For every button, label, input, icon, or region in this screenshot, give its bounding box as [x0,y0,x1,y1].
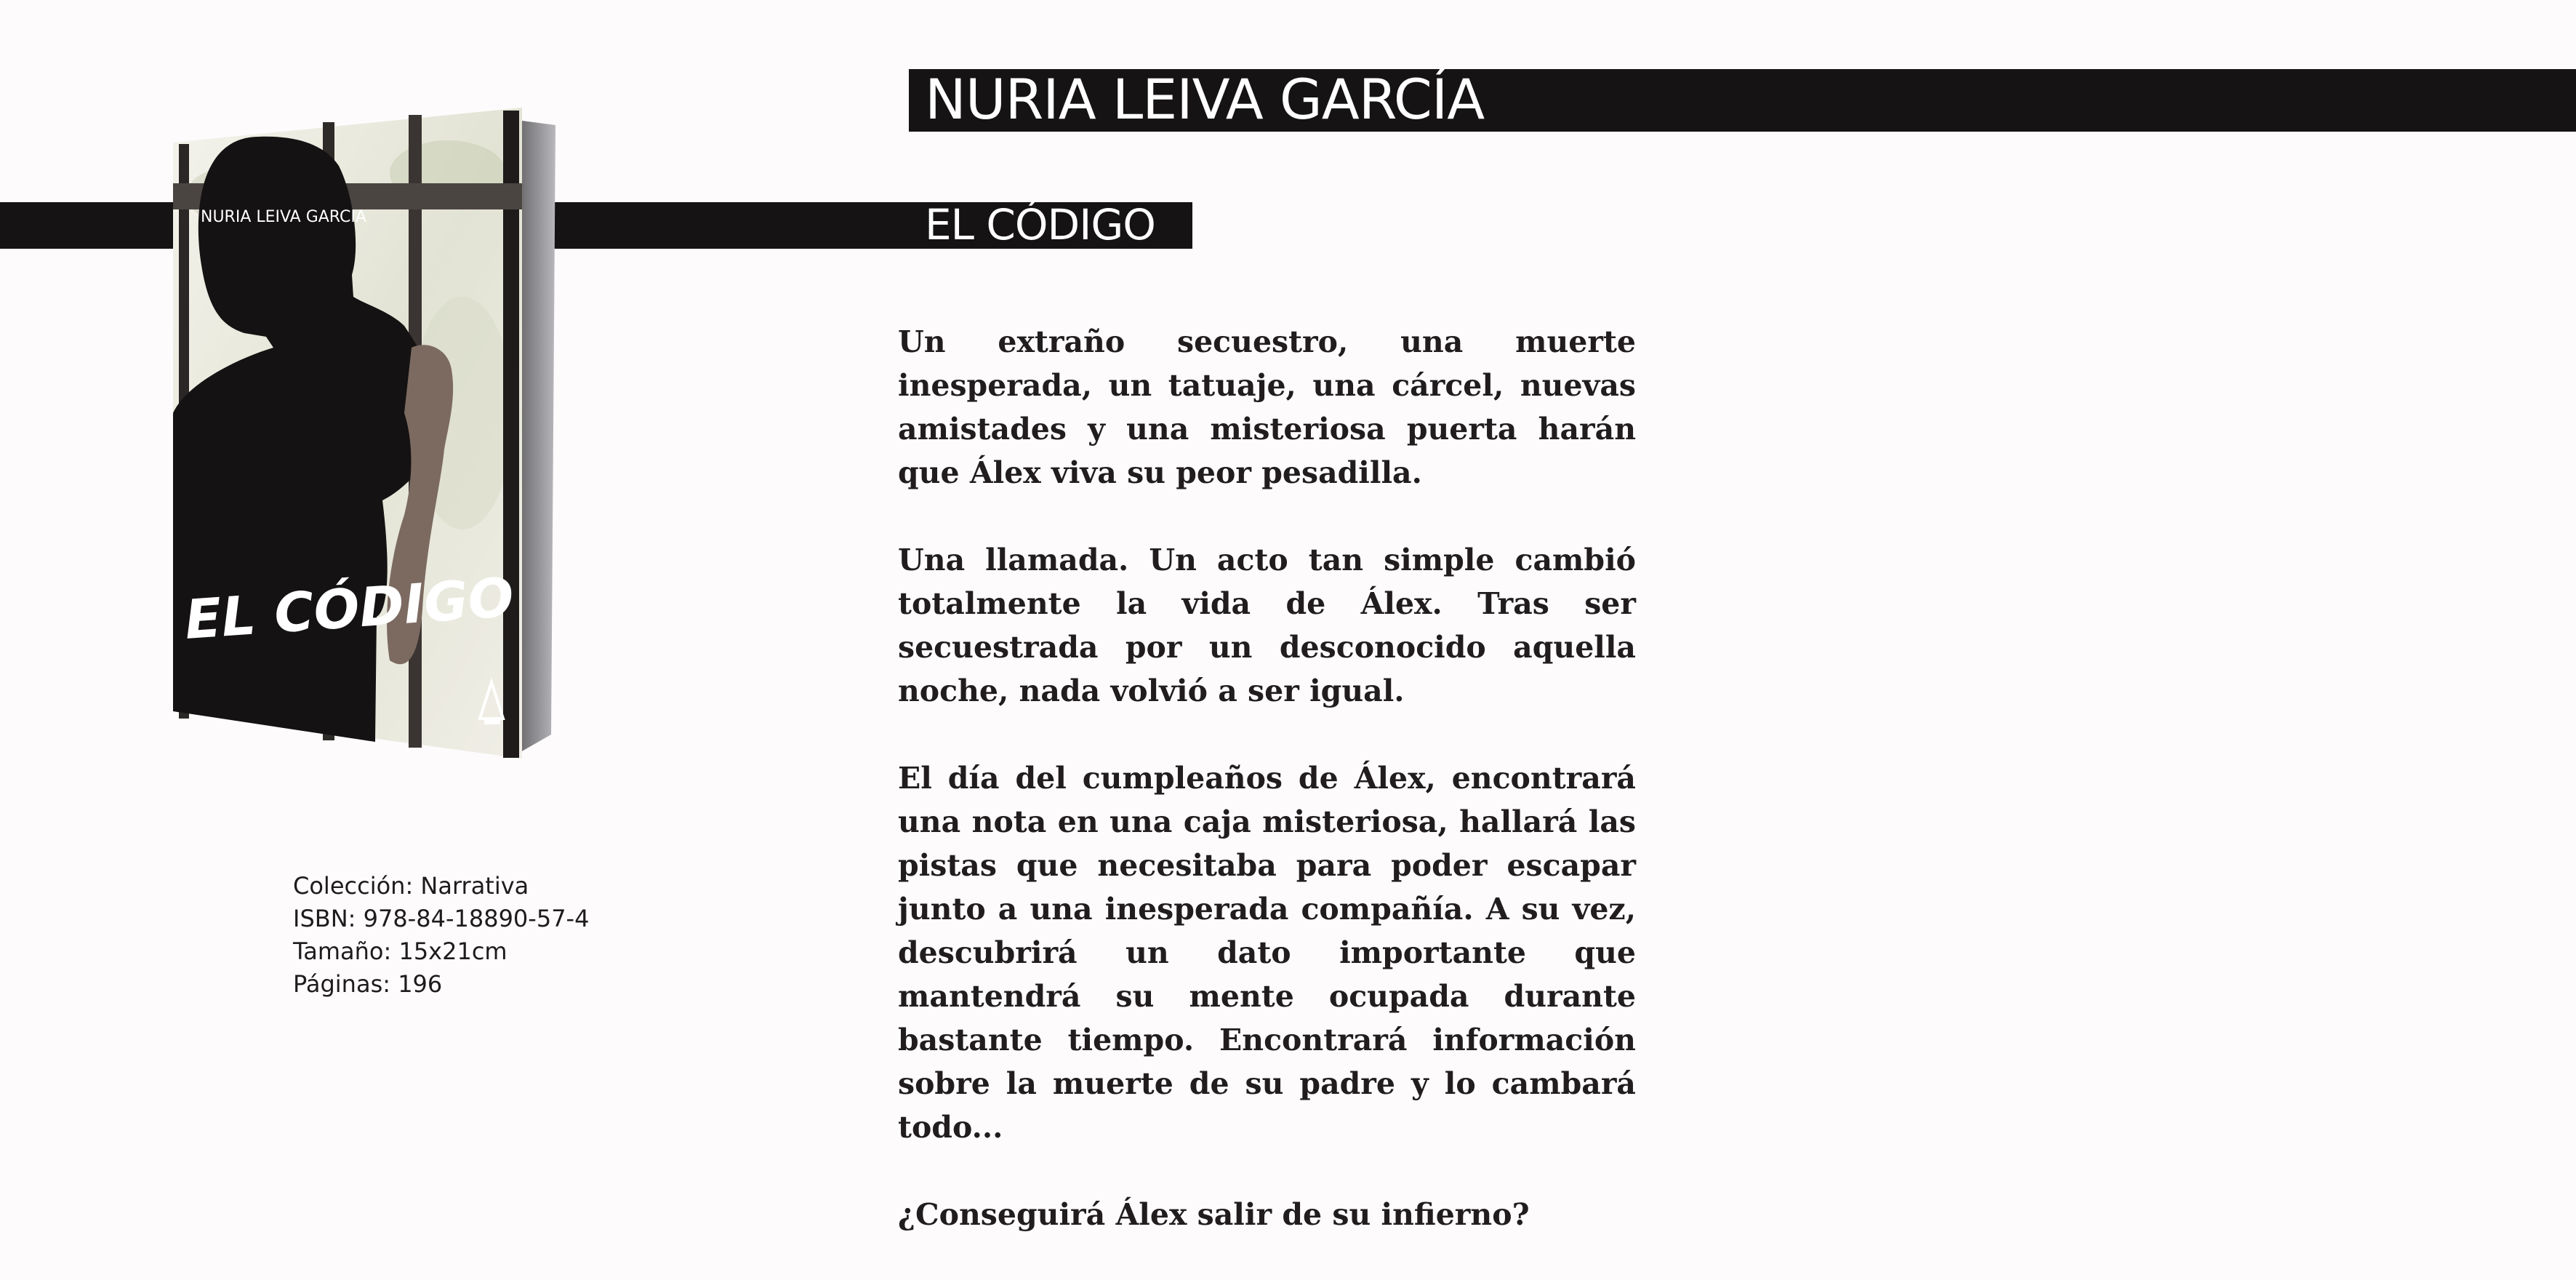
synopsis-paragraph: Una llamada. Un acto tan simple cambió totalmente la vida de Álex. Tras ser secuestrada por un desconocido aquella noche, nada volvió a ser igual. [898,543,1636,708]
cover-title-text: EL CÓDIGO [182,566,516,652]
detail-paginas: Páginas: 196 [293,970,443,998]
book-title: EL CÓDIGO [925,200,1155,249]
synopsis [898,320,1636,1280]
detail-coleccion: Colección: Narrativa [293,872,529,900]
detail-isbn: ISBN: 978-84-18890-57-4 [293,905,590,932]
synopsis-paragraph: El día del cumpleaños de Álex, encontrará una nota en una caja misteriosa, hallará las pistas que necesitaba para poder escapar junto a una inesperada compañía. A su vez, descubrirá un dato importante que mantendrá su mente ocupada durante bastante tiempo. Encontrará información sobre la muerte de su padre y lo cambará todo... [898,761,1636,1145]
author-name: NURIA LEIVA GARCÍA [925,67,1485,132]
cover-author-text: NURIA LEIVA GARCIA [201,208,366,226]
synopsis-question: ¿Conseguirá Álex salir de su infierno? [898,1197,1530,1232]
book-cover-image [172,108,557,759]
detail-tamano: Tamaño: 15x21cm [293,937,507,965]
book-details [293,870,589,1001]
synopsis-paragraph: Un extraño secuestro, una muerte inesperada, un tatuaje, una cárcel, nuevas amistades y una misteriosa puerta harán que Álex viva su peor pesadilla. [898,324,1636,490]
